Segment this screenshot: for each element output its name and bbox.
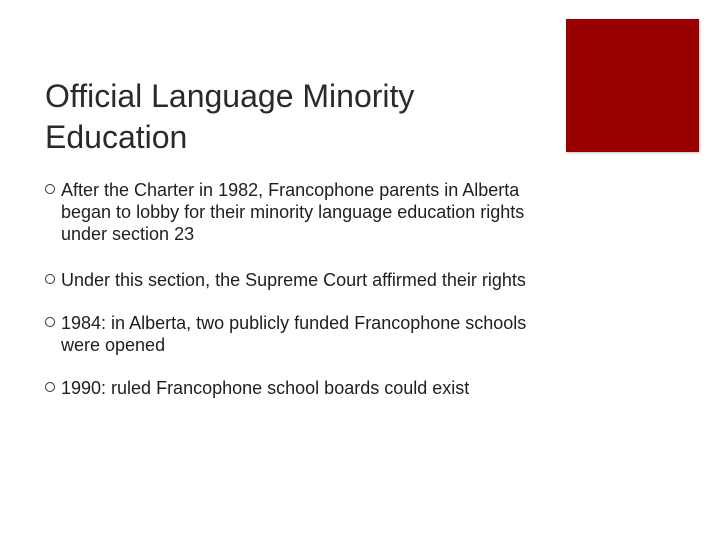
hollow-circle-icon [45,382,55,392]
bullet-item [45,269,545,291]
bullet-item [45,377,545,399]
bullet-item [45,179,545,245]
bullet-text: 1984: in Alberta, two publicly funded Francophone schools were opened [61,313,527,355]
bullet-text: Under this section, the Supreme Court affirmed their rights [61,270,526,290]
hollow-circle-icon [45,317,55,327]
bullet-list [45,179,545,420]
bullet-text: After the Charter in 1982, Francophone parents in Alberta began to lobby for their minority language education rights under section 23 [61,180,525,244]
bullet-text: 1990: ruled Francophone school boards could exist [61,378,470,398]
slide-title: Official Language Minority Education [45,78,415,155]
bullet-item [45,312,545,356]
hollow-circle-icon [45,184,55,194]
hollow-circle-icon [45,274,55,284]
accent-block [566,19,699,152]
